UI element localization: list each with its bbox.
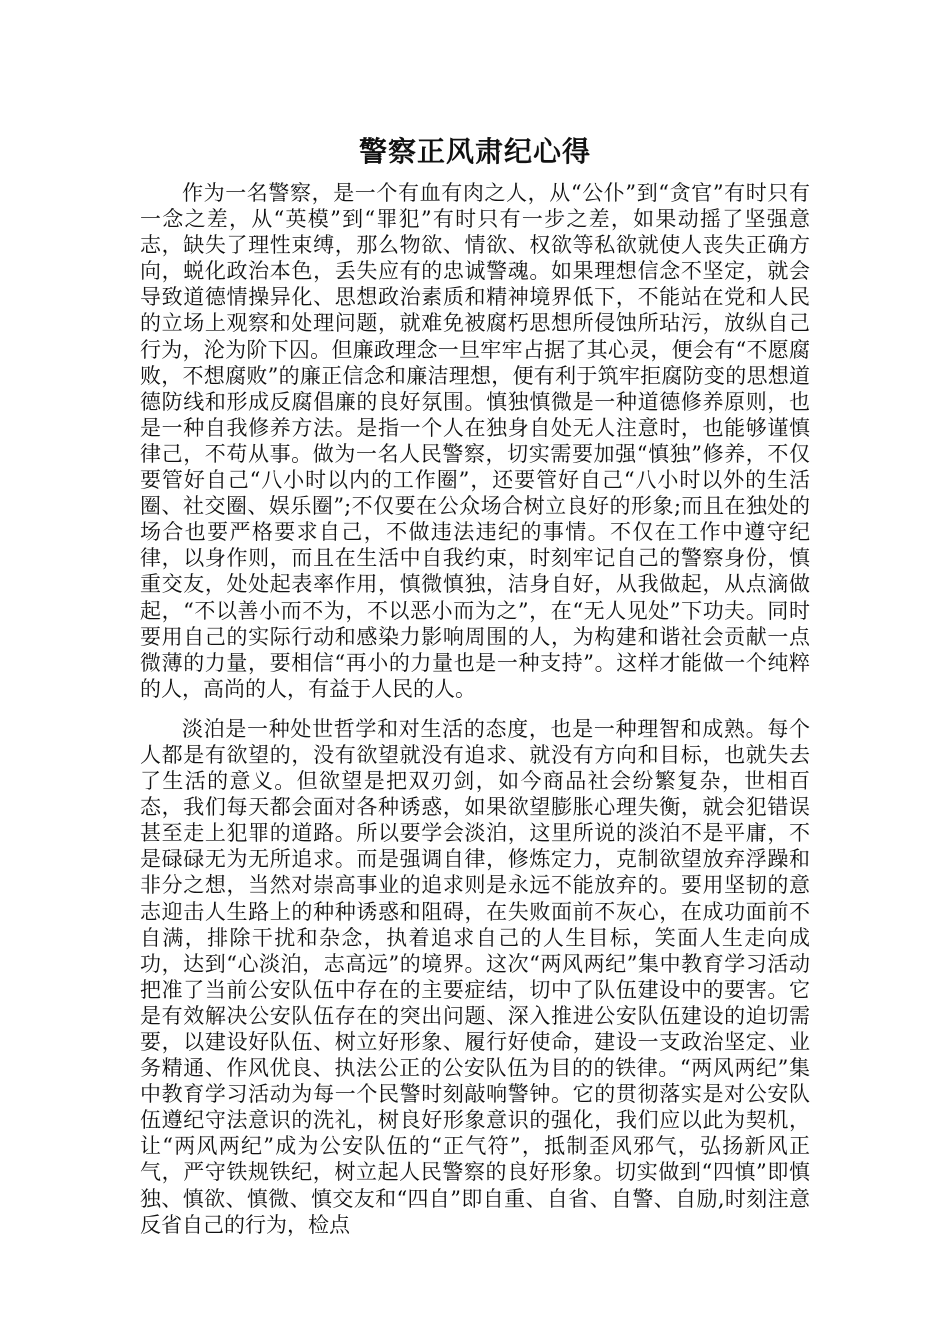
paragraph: 作为一名警察，是一个有血有肉之人，从“公仆”到“贪官”有时只有一念之差，从“英模”到“罪犯”有时只有一步之差，如果动摇了坚强意志，缺失了理性束缚，那么物欲、情欲、权欲等私欲就使人丧失正确方向，蜕化政治本色，丢失应有的忠诚警魂。如果理想信念不坚定，就会导致道德情操异化、思想政治素质和精神境界低下，不能站在党和人民的立场上观察和处理问题，就难免被腐朽思想所侵蚀所玷污，放纵自己行为，沦为阶下囚。但廉政理念一旦牢牢占据了其心灵，便会有“不愿腐败，不想腐败”的廉正信念和廉洁理想，便有利于筑牢拒腐防变的思想道德防线和形成反腐倡廉的良好氛围。慎独慎微是一种道德修养原则，也是一种自我修养方法。是指一个人在独身自处无人注意时，也能够谨慎律己，不苟从事。做为一名人民警察，切实需要加强“慎独”修养，不仅要管好自己“八小时以内的工作圈”，还要管好自己“八小时以外的生活圈、社交圈、娱乐圈”;不仅要在公众场合树立良好的形象;而且在独处的场合也要严格要求自己，不做违法违纪的事情。不仅在工作中遵守纪律，以身作则，而且在生活中自我约束，时刻牢记自己的警察身份，慎重交友，处处起表率作用，慎微慎独，洁身自好，从我做起，从点滴做起，“不以善小而不为，不以恶小而为之”，在“无人见处”下功夫。同时要用自己的实际行动和感染力影响周围的人，为构建和谐社会贡献一点微薄的力量，要相信“再小的力量也是一种支持”。这样才能做一个纯粹的人，高尚的人，有益于人民的人。 [140, 181, 810, 701]
document-title: 警察正风肃纪心得 [358, 135, 591, 168]
paragraph: 淡泊是一种处世哲学和对生活的态度，也是一种理智和成熟。每个人都是有欲望的，没有欲望就没有追求、就没有方向和目标，也就失去了生活的意义。但欲望是把双刃剑，如今商品社会纷繁复杂，世相百态，我们每天都会面对各种诱惑，如果欲望膨胀心理失衡，就会犯错误甚至走上犯罪的道路。所以要学会淡泊，这里所说的淡泊不是平庸，不是碌碌无为无所追求。而是强调自律，修炼定力，克制欲望放弃浮躁和非分之想，当然对崇高事业的追求则是永远不能放弃的。要用坚韧的意志迎击人生路上的种种诱惑和阻碍，在失败面前不灰心，在成功面前不自满，排除干扰和杂念，执着追求自己的人生目标，笑面人生走向成功，达到“心淡泊，志高远”的境界。这次“两风两纪”集中教育学习活动把准了当前公安队伍中存在的主要症结，切中了队伍建设中的要害。它是有效解决公安队伍存在的突出问题、深入推进公安队伍建设的迫切需要，以建设好队伍、树立好形象、履行好使命，建设一支政治坚定、业务精通、作风优良、执法公正的公安队伍为目的的铁律。“两风两纪”集中教育学习活动为每一个民警时刻敲响警钟。它的贯彻落实是对公安队伍遵纪守法意识的洗礼，树良好形象意识的强化，我们应以此为契机，让“两风两纪”成为公安队伍的“正气符”，抵制歪风邪气，弘扬新风正气，严守铁规铁纪，树立起人民警察的良好形象。切实做到“四慎”即慎独、慎欲、慎微、慎交友和“四自”即自重、自省、自警、自励,时刻注意反省自己的行为，检点 [140, 716, 810, 1237]
